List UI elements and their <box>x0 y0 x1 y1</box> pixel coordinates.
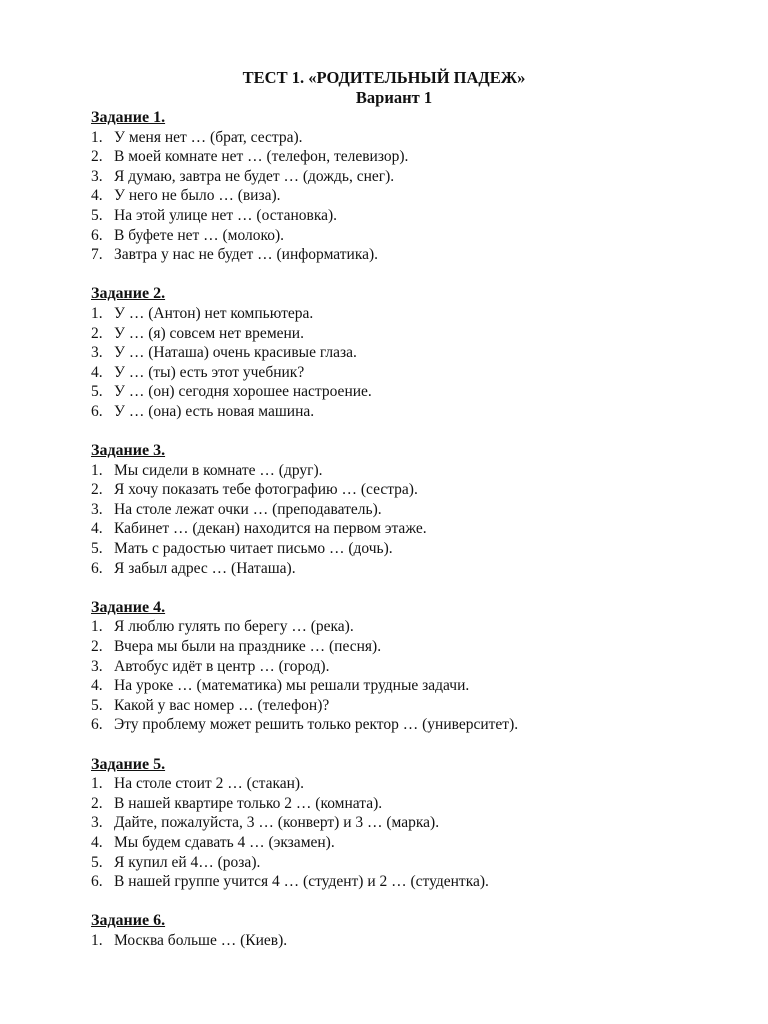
task-heading: Задание 2. <box>91 285 166 303</box>
item-number: 1. <box>91 304 103 322</box>
item-text: У … (ты) есть этот учебник? <box>114 363 305 381</box>
item-text: Автобус идёт в центр … (город). <box>114 657 330 675</box>
task-section <box>91 441 731 578</box>
task-item <box>91 519 731 539</box>
item-number: 5. <box>91 540 103 558</box>
task-item <box>91 637 731 657</box>
item-text: В моей комнате нет … (телефон, телевизор). <box>114 148 409 166</box>
item-number: 2. <box>91 148 103 166</box>
item-number: 3. <box>91 500 103 518</box>
item-text: Я думаю, завтра не будет … (дождь, снег). <box>114 167 395 185</box>
item-text: Кабинет … (декан) находится на первом этаже. <box>114 520 427 538</box>
item-number: 3. <box>91 814 103 832</box>
item-number: 3. <box>91 657 103 675</box>
item-text: Дайте, пожалуйста, 3 … (конверт) и 3 … (марка). <box>114 814 440 832</box>
item-number: 6. <box>91 559 103 577</box>
task-section <box>91 911 731 950</box>
task-item <box>91 500 731 520</box>
item-number: 5. <box>91 206 103 224</box>
item-number: 1. <box>91 128 103 146</box>
task-item <box>91 657 731 677</box>
task-item <box>91 774 731 794</box>
item-number: 6. <box>91 402 103 420</box>
item-text: На столе стоит 2 … (стакан). <box>114 775 304 793</box>
task-item <box>91 559 731 579</box>
item-text: Мать с радостью читает письмо … (дочь). <box>114 540 393 558</box>
task-section <box>91 598 731 735</box>
task-item <box>91 872 731 892</box>
task-item <box>91 128 731 148</box>
item-text: У него не было … (виза). <box>114 187 281 205</box>
item-number: 4. <box>91 187 103 205</box>
task-items <box>91 931 731 951</box>
item-number: 4. <box>91 520 103 538</box>
item-text: У меня нет … (брат, сестра). <box>114 128 303 146</box>
item-text: В нашей квартире только 2 … (комната). <box>114 794 383 812</box>
task-item <box>91 931 731 951</box>
task-items <box>91 461 731 579</box>
task-item <box>91 245 731 265</box>
item-text: Мы будем сдавать 4 … (экзамен). <box>114 833 335 851</box>
task-heading: Задание 1. <box>91 109 166 126</box>
item-number: 2. <box>91 794 103 812</box>
task-heading: Задание 6. <box>91 912 166 930</box>
item-number: 2. <box>91 638 103 656</box>
item-number: 5. <box>91 696 103 714</box>
task-items <box>91 128 731 265</box>
task-item <box>91 402 731 422</box>
task-item <box>91 304 731 324</box>
item-number: 5. <box>91 853 103 871</box>
item-number: 6. <box>91 873 103 891</box>
item-number: 1. <box>91 461 103 479</box>
item-number: 5. <box>91 383 103 401</box>
task-item <box>91 167 731 187</box>
task-section <box>91 755 731 892</box>
task-items <box>91 774 731 892</box>
task-item <box>91 617 731 637</box>
item-number: 3. <box>91 167 103 185</box>
item-number: 6. <box>91 226 103 244</box>
task-items <box>91 617 731 735</box>
task-item <box>91 715 731 735</box>
item-text: Мы сидели в комнате … (друг). <box>114 461 323 479</box>
item-text: Я купил ей 4… (роза). <box>114 853 261 871</box>
item-text: У … (я) совсем нет времени. <box>114 324 304 342</box>
item-text: У … (она) есть новая машина. <box>114 402 315 420</box>
item-number: 4. <box>91 363 103 381</box>
task-heading: Задание 4. <box>91 598 166 616</box>
item-text: На столе лежат очки … (преподаватель). <box>114 500 382 518</box>
task-item <box>91 226 731 246</box>
task-item <box>91 813 731 833</box>
task-item <box>91 853 731 873</box>
item-number: 6. <box>91 716 103 734</box>
task-item <box>91 539 731 559</box>
task-section <box>91 108 731 265</box>
item-text: В буфете нет … (молоко). <box>114 226 285 244</box>
task-list <box>91 108 731 970</box>
item-text: На уроке … (математика) мы решали трудные задачи. <box>114 677 470 695</box>
item-number: 4. <box>91 833 103 851</box>
task-item <box>91 833 731 853</box>
item-text: Москва больше … (Киев). <box>114 931 288 949</box>
task-item <box>91 186 731 206</box>
item-text: У … (он) сегодня хорошее настроение. <box>114 383 372 401</box>
item-text: Какой у вас номер … (телефон)? <box>114 696 330 714</box>
task-item <box>91 343 731 363</box>
item-number: 3. <box>91 344 103 362</box>
item-number: 1. <box>91 931 103 949</box>
task-item <box>91 363 731 383</box>
task-item <box>91 676 731 696</box>
item-text: Завтра у нас не будет … (информатика). <box>114 246 379 264</box>
item-number: 2. <box>91 324 103 342</box>
item-text: У … (Антон) нет компьютера. <box>114 304 314 322</box>
item-text: В нашей группе учится 4 … (студент) и 2 … (студентка). <box>114 873 489 891</box>
task-item <box>91 147 731 167</box>
task-heading: Задание 5. <box>91 755 166 773</box>
task-items <box>91 304 731 422</box>
item-text: Я хочу показать тебе фотографию … (сестра). <box>114 481 418 499</box>
item-number: 2. <box>91 481 103 499</box>
task-heading: Задание 3. <box>91 442 166 460</box>
task-item <box>91 480 731 500</box>
item-text: Эту проблему может решить только ректор … (университет). <box>114 716 519 734</box>
item-number: 1. <box>91 775 103 793</box>
item-number: 1. <box>91 618 103 636</box>
document-title: ТЕСТ 1. «РОДИТЕЛЬНЫЙ ПАДЕЖ» <box>242 68 526 87</box>
item-number: 7. <box>91 246 103 264</box>
item-text: У … (Наташа) очень красивые глаза. <box>114 344 357 362</box>
task-item <box>91 206 731 226</box>
document-variant: Вариант 1 <box>355 88 433 107</box>
item-text: Я забыл адрес … (Наташа). <box>114 559 296 577</box>
item-text: На этой улице нет … (остановка). <box>114 206 338 224</box>
item-text: Вчера мы были на празднике … (песня). <box>114 638 382 656</box>
task-item <box>91 324 731 344</box>
item-text: Я люблю гулять по берегу … (река). <box>114 618 354 636</box>
task-section <box>91 284 731 421</box>
task-item <box>91 794 731 814</box>
task-item <box>91 696 731 716</box>
item-number: 4. <box>91 677 103 695</box>
task-item <box>91 382 731 402</box>
task-item <box>91 461 731 481</box>
